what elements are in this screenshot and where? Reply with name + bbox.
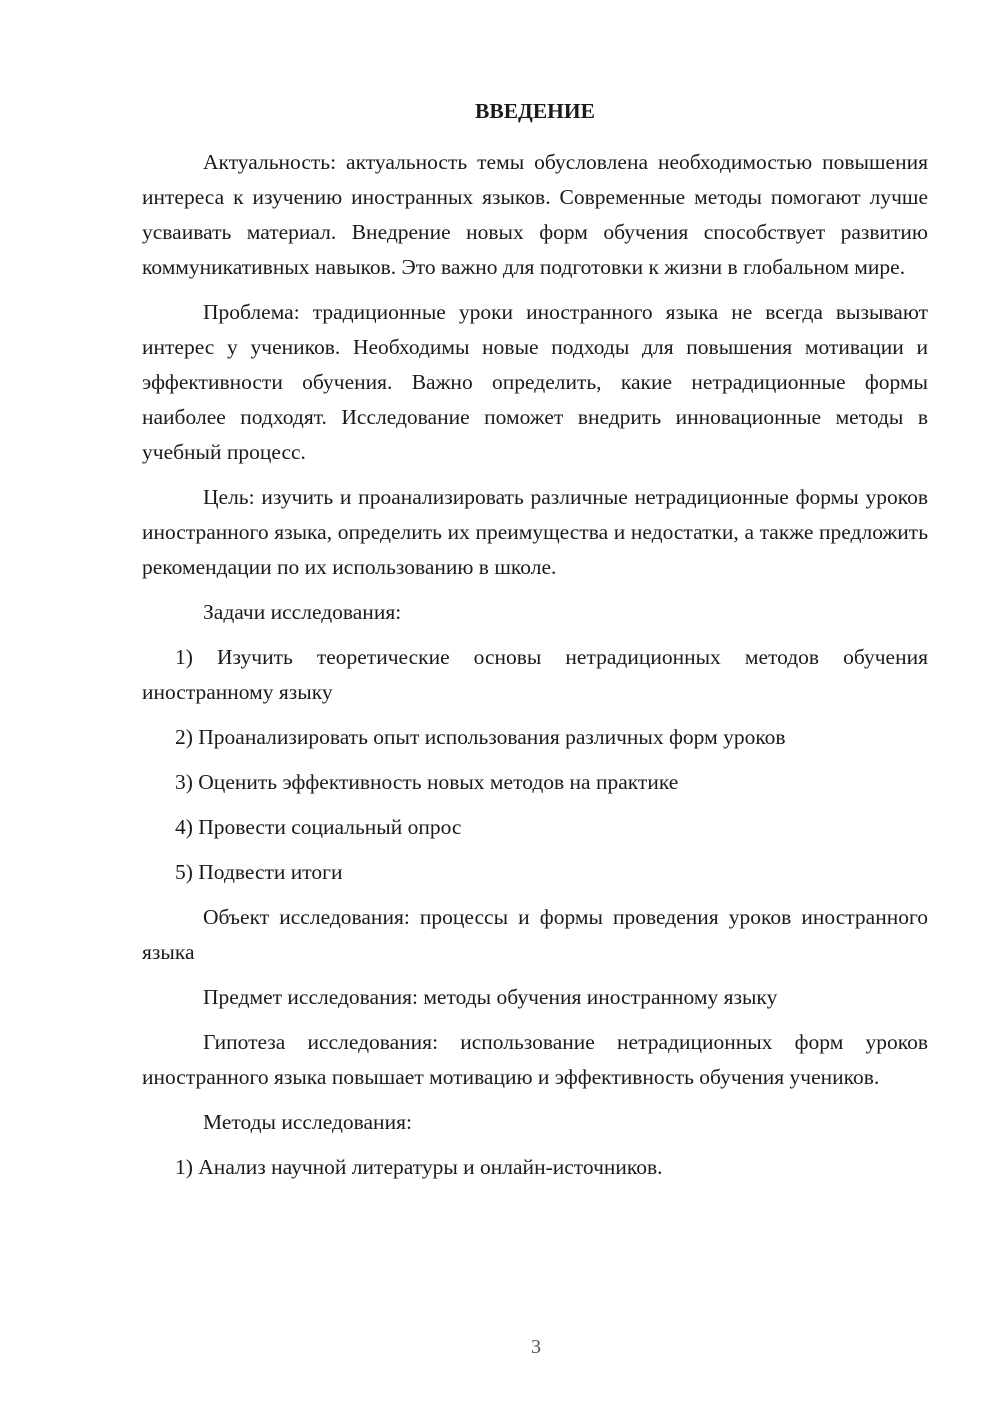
paragraph-object: Объект исследования: процессы и формы проведения уроков иностранного языка	[142, 905, 928, 964]
list-item: 4) Провести социальный опрос	[175, 815, 462, 839]
page-title: ВВЕДЕНИЕ	[475, 99, 595, 123]
methods-list	[142, 1150, 928, 1185]
document-body	[142, 145, 928, 1195]
paragraph-subject: Предмет исследования: методы обучения иностранному языку	[203, 985, 778, 1009]
paragraph-relevance: Актуальность: актуальность темы обусловлена необходимостью повышения интереса к изучению иностранных языков. Современные методы помогают лучше усваивать материал. Внедрение новых форм обучения способствует развитию коммуникативных навыков. Это важно для подготовки к жизни в глобальном мире.	[142, 150, 928, 279]
list-item: 1) Анализ научной литературы и онлайн-источников.	[175, 1155, 663, 1179]
tasks-list	[142, 640, 928, 890]
methods-heading: Методы исследования:	[203, 1110, 412, 1134]
page-number: 3	[531, 1336, 541, 1358]
list-item: 2) Проанализировать опыт использования различных форм уроков	[175, 725, 786, 749]
paragraph-hypothesis: Гипотеза исследования: использование нетрадиционных форм уроков иностранного языка повышает мотивацию и эффективность обучения учеников.	[142, 1030, 928, 1089]
paragraph-problem: Проблема: традиционные уроки иностранного языка не всегда вызывают интерес у учеников. Необходимы новые подходы для повышения мотивации и эффективности обучения. Важно определить, какие нетрадиционные формы наиболее подходят. Исследование поможет внедрить инновационные методы в учебный процесс.	[142, 300, 928, 464]
list-item: 5) Подвести итоги	[175, 860, 343, 884]
list-item: 1) Изучить теоретические основы нетрадиционных методов обучения иностранному языку	[142, 645, 928, 704]
list-item: 3) Оценить эффективность новых методов на практике	[175, 770, 679, 794]
tasks-heading: Задачи исследования:	[203, 600, 402, 624]
paragraph-goal: Цель: изучить и проанализировать различные нетрадиционные формы уроков иностранного языка, определить их преимущества и недостатки, а также предложить рекомендации по их использованию в школе.	[142, 485, 928, 579]
